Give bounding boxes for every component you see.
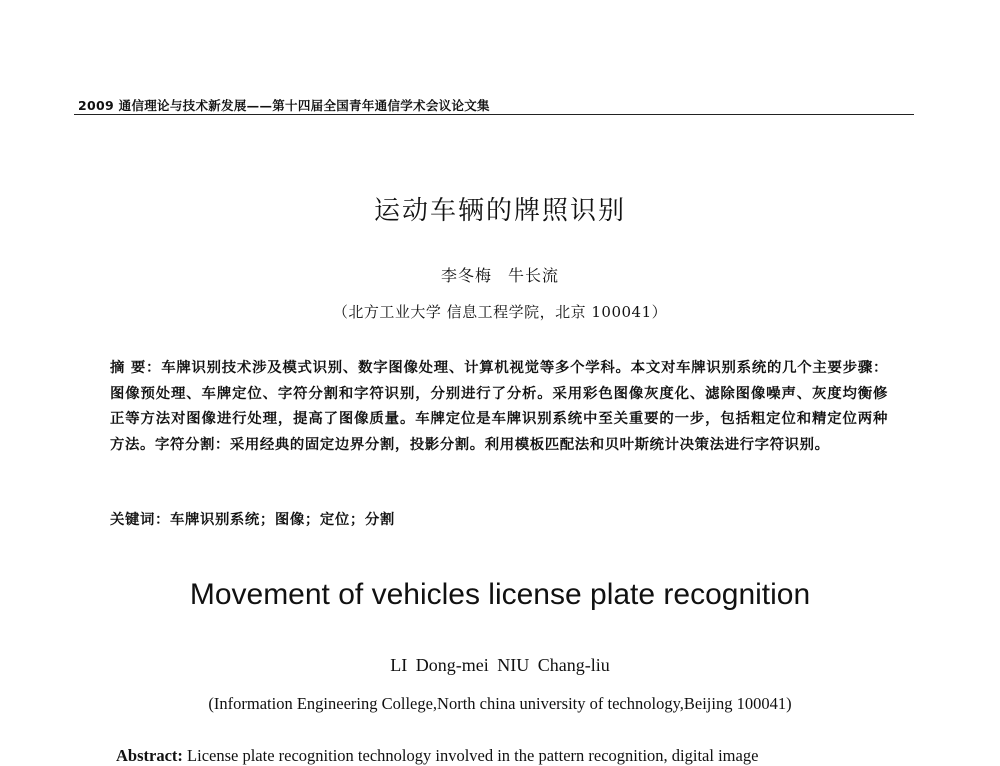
affiliation-cn: （北方工业大学 信息工程学院，北京 100041）: [332, 303, 668, 321]
keywords-cn-label: 关键词：: [110, 511, 170, 528]
affiliation-en: (Information Engineering College,North china university of technology,Beijing 100041): [208, 694, 792, 713]
abstract-en-text: License plate recognition technology involved in the pattern recognition, digital image: [187, 746, 759, 765]
abstract-cn-text: 车牌识别技术涉及模式识别、数字图像处理、计算机视觉等多个学科。本文对车牌识别系统的几个主要步骤：图像预处理、车牌定位、字符分割和字符识别，分别进行了分析。采用彩色图像灰度化、滤除图像噪声、灰度均衡修正等方法对图像进行处理，提高了图像质量。车牌定位是车牌识别系统中至关重要的一步，包括粗定位和精定位两种方法。字符分割：采用经典的固定边界分割，投影分割。利用模板匹配法和贝叶斯统计决策法进行字符识别。: [110, 359, 888, 453]
paper-title-cn: 运动车辆的牌照识别: [373, 196, 626, 226]
keywords-cn: [110, 508, 888, 529]
paper-title-en: Movement of vehicles license plate recognition: [189, 578, 811, 611]
abstract-cn: [110, 355, 888, 457]
keywords-cn-text: 车牌识别系统；图像；定位；分割: [169, 511, 395, 528]
authors-en: LI Dong-mei NIU Chang-liu: [390, 655, 610, 675]
abstract-en-label: Abstract:: [116, 746, 183, 765]
running-header: 2009 通信理论与技术新发展——第十四届全国青年通信学术会议论文集: [78, 98, 490, 113]
abstract-en: [116, 746, 886, 766]
header-rule: [74, 114, 914, 115]
abstract-cn-label: 摘 要：: [110, 359, 162, 376]
authors-cn: 李冬梅 牛长流: [440, 266, 560, 285]
